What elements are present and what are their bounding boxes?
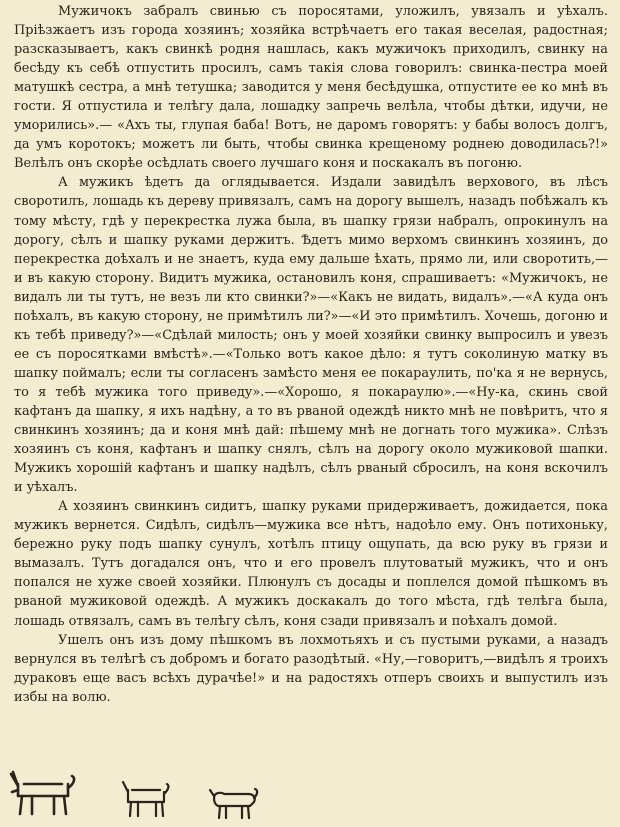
paragraph-1: Мужичокъ забралъ свинью съ поросятами, уложилъ, увязалъ и уѣхалъ. Пріѣзжаетъ изъ города хозяинъ; хозяйка встрѣчаетъ его такая веселая, радостная; разсказываетъ, какъ свинкѣ родня нашлась, какъ мужичокъ приходилъ, свинку на бесѣду къ себѣ отпустить просилъ, самъ такія слова говорилъ: свинка-пестра моей матушкѣ сестра, а мнѣ тетушка; заводится у меня бесѣдушка, отпустите ее ко мнѣ въ гости. Я отпустила и телѣгу дала, лошадку запречь велѣла, чтобы дѣтки, идучи, не уморились».— «Ахъ ты, глупая баба! Вотъ, не даромъ говорятъ: у бабы волосъ долгъ, да умъ коротокъ; можетъ ли быть, чтобы свинка крещеному роднею доводилась?!» Велѣлъ онъ скорѣе осѣдлать своего лучшаго коня и поскакалъ въ погоню. xyxy=(14,4,608,172)
paragraph-2: А мужикъ ѣдетъ да оглядывается. Издали завидѣлъ верхового, въ лѣсъ своротилъ, лошадь къ дереву привязалъ, самъ на дорогу вышелъ, назадъ побѣжалъ къ тому мѣсту, гдѣ у перекрестка лужа была, въ шапку грязи набралъ, опрокинулъ на дорогу, сѣлъ и шапку руками держитъ. Ѣдетъ мимо верхомъ свинкинъ хозяинъ, до перекрестка доѣхалъ и не знаетъ, куда ему дальше ѣхать, прямо ли, или своротить,—и въ какую сторону. Видитъ мужика, остановилъ коня, спрашиваетъ: «Мужичокъ, не видалъ ли ты тутъ, не везъ ли кто свинки?»—«Какъ не видать, видалъ».—«А куда онъ поѣхалъ, въ какую сторону, не примѣтилъ ли?»—«И это примѣтилъ. Хочешь, догоню и къ тебѣ приведу?»—«Сдѣлай милость; онъ у моей хозяйки свинку выпросилъ и увезъ ее съ поросятками вмѣстѣ».—«Только вотъ какое дѣло: я тутъ соколиную матку въ шапку поймалъ; если ты согласенъ замѣсто меня ее покараулить, по'ка я не вернусь, то я тебѣ мужика того приведу».—«Хорошо, я покараулю».—«Ну-ка, скинь свой кафтанъ да шапку, я ихъ надѣну, а то въ рваной одеждѣ никто мнѣ не повѣритъ, что я свинкинъ хозяинъ; да и коня мнѣ дай: пѣшему мнѣ не догнать того мужика». Слѣзъ хозяинъ съ коня, кафтанъ и шапку снялъ, сѣлъ на дорогу около мужиковой шапки. Мужикъ хорошій кафтанъ и шапку надѣлъ, сѣлъ рваный сбросилъ, на коня вскочилъ и уѣхалъ. xyxy=(14,175,608,496)
paragraph-4: Ушелъ онъ изъ дому пѣшкомъ въ лохмотьяхъ и съ пустыми руками, а назадъ вернулся въ телѣгѣ съ добромъ и богато разодѣтый. «Ну,—говоритъ,—видѣлъ я троихъ дураковъ еще васъ всѣхъ дурачѣе!» и на радостяхъ отперъ своихъ и выпустилъ изъ избы на волю. xyxy=(14,632,608,705)
piglet-doodle-icon xyxy=(120,780,172,820)
pig-doodle-icon xyxy=(8,770,80,820)
piglet-doodle-icon xyxy=(208,786,260,822)
story-text xyxy=(14,2,608,707)
paragraph-3: А хозяинъ свинкинъ сидитъ, шапку руками придерживаетъ, дожидается, пока мужикъ вернется. Сидѣлъ, сидѣлъ—мужика все нѣтъ, надоѣло ему. Онъ потихоньку, бережно руку подъ шапку сунулъ, хотѣлъ птицу ощупать, да всю руку въ грязи и вымазалъ. Тутъ догадался онъ, что и его провелъ плутоватый мужикъ, что и онъ попался не хуже своей хозяйки. Плюнулъ съ досады и поплелся домой пѣшкомъ въ рваной мужиковой одеждѣ. А мужикъ доскакалъ до того мѣста, гдѣ телѣга была, лошадь отвязалъ, самъ въ телѣгу сѣлъ, коня сзади привязалъ и поѣхалъ домой. xyxy=(14,499,608,629)
